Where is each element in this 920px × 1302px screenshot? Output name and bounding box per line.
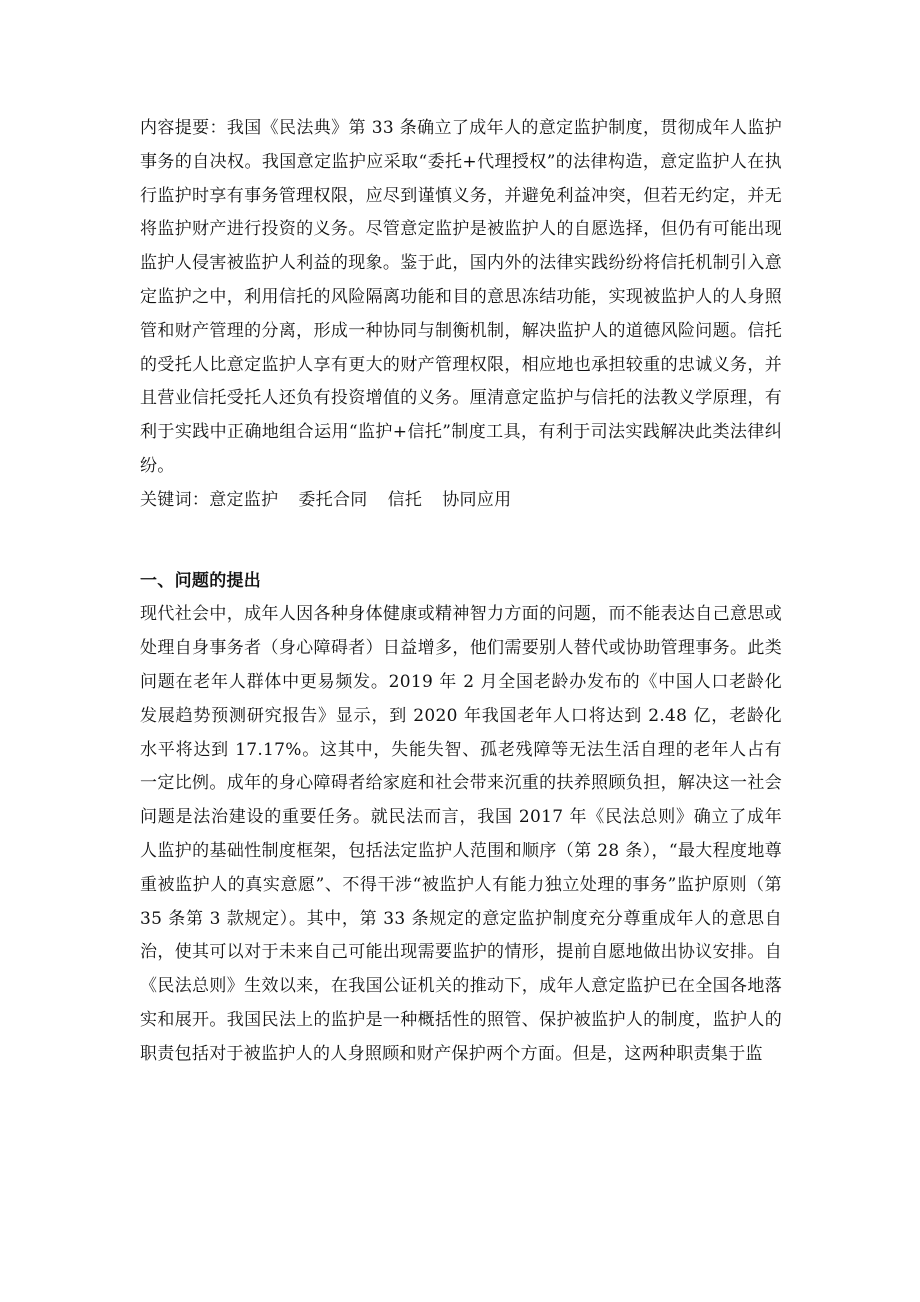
document-page [140, 112, 782, 1072]
section-gap [140, 518, 782, 565]
keyword-item: 意定监护 [209, 489, 279, 510]
section-body-paragraph: 现代社会中，成年人因各种身体健康或精神智力方面的问题，而不能表达自己意思或处理自身事务者（身心障碍者）日益增多，他们需要别人替代或协助管理事务。此类问题在老年人群体中更易频发。2019 年 2 月全国老龄办发布的《中国人口老龄化发展趋势预测研究报告》显示，到 2020 年我国老年人口将达到 2.48 亿，老龄化水平将达到 17.17%。这其中，失能失智、孤老残障等无法生活自理的老年人占有一定比例。成年的身心障碍者给家庭和社会带来沉重的扶养照顾负担，解决这一社会问题是法治建设的重要任务。就民法而言，我国 2017 年《民法总则》确立了成年人监护的基础性制度框架，包括法定监护人范围和顺序（第 28 条），“最大程度地尊重被监护人的真实意愿”、不得干涉“被监护人有能力独立处理的事务”监护原则（第 35 条第 3 款规定）。其中，第 33 条规定的意定监护制度充分尊重成年人的意思自治，使其可以对于未来自己可能出现需要监护的情形，提前自愿地做出协议安排。自《民法总则》生效以来，在我国公证机关的推动下，成年人意定监护已在全国各地落实和展开。我国民法上的监护是一种概括性的照管、保护被监护人的制度，监护人的职责包括对于被监护人的人身照顾和财产保护两个方面。但是，这两种职责集于监 [140, 604, 782, 1064]
keyword-item: 协同应用 [442, 489, 512, 510]
keyword-item: 信托 [387, 489, 423, 510]
abstract-paragraph: 内容提要：我国《民法典》第 33 条确立了成年人的意定监护制度，贯彻成年人监护事务的自决权。我国意定监护应采取“委托+代理授权”的法律构造，意定监护人在执行监护时享有事务管理权限，应尽到谨慎义务，并避免利益冲突，但若无约定，并无将监护财产进行投资的义务。尽管意定监护是被监护人的自愿选择，但仍有可能出现监护人侵害被监护人利益的现象。鉴于此，国内外的法律实践纷纷将信托机制引入意定监护之中，利用信托的风险隔离功能和目的意思冻结功能，实现被监护人的人身照管和财产管理的分离，形成一种协同与制衡机制，解决监护人的道德风险问题。信托的受托人比意定监护人享有更大的财产管理权限，相应地也承担较重的忠诚义务，并且营业信托受托人还负有投资增值的义务。厘清意定监护与信托的法教义学原理，有利于实践中正确地组合运用“监护+信托”制度工具，有利于司法实践解决此类法律纠纷。 [140, 118, 782, 476]
section-heading: 一、问题的提出 [140, 570, 262, 591]
keywords-line [140, 484, 782, 518]
keyword-item: 委托合同 [298, 489, 368, 510]
keywords-label: 关键词： [140, 489, 210, 510]
